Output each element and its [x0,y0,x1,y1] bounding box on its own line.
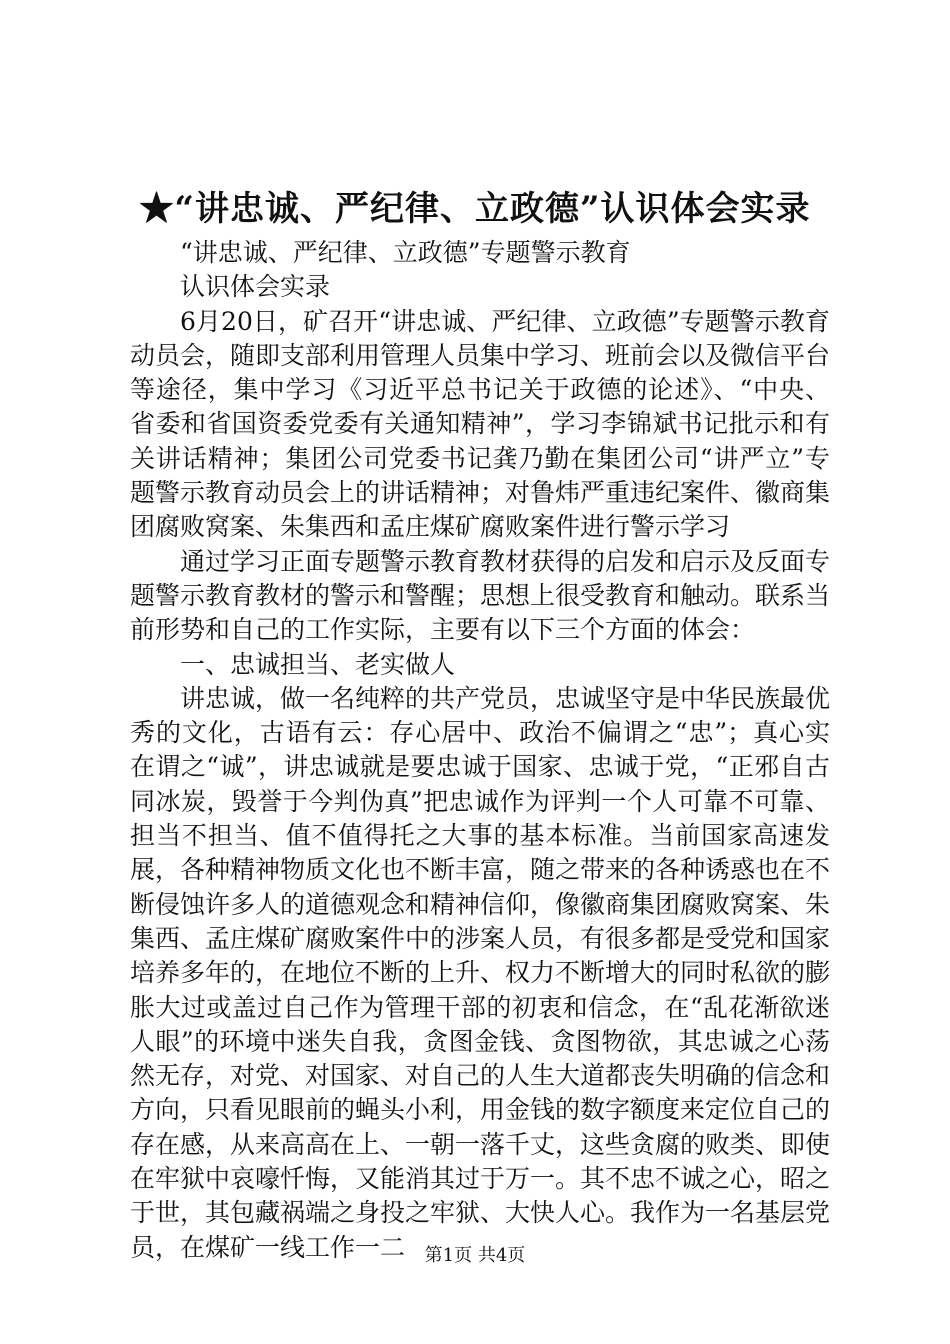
section-heading: 一、忠诚担当、老实做人 [180,649,456,679]
subtitle-line: “讲忠诚、严纪律、立政德”专题警示教育 [180,238,631,267]
body-paragraph: 讲忠诚，做一名纯粹的共产党员，忠诚坚守是中华民族最优秀的文化，古语有云：存心居中、政治不偏谓之“忠”；真心实在谓之“诚”，讲忠诚就是要忠诚于国家、忠诚于党，“正邪自古同冰炭，毁誉于今判伪真”把忠诚作为评判一个人可靠不可靠、担当不担当、值不值得托之大事的基本标准。当前国家高速发展，各种精神物质文化也不断丰富，随之带来的各种诱惑也在不断侵蚀许多人的道德观念和精神信仰，像徽商集团腐败窝案、朱集西、孟庄煤矿腐败案件中的涉案人员，有很多都是受党和国家培养多年的，在地位不断的上升、权力不断增大的同时私欲的膨胀大过或盖过自己作为管理干部的初衷和信念，在“乱花渐欲迷人眼”的环境中迷失自我，贪图金钱、贪图物欲，其忠诚之心荡然无存，对党、对国家、对自己的人生大道都丧失明确的信念和方向，只看见眼前的蝇头小利，用金钱的数字额度来定位自己的存在感，从来高高在上、一朝一落千丈，这些贪腐的败类、即使在牢狱中哀嚎忏悔，又能消其过于万一。其不忠不诚之心，昭之于世，其包藏祸端之身投之牢狱、大快人心。我作为一名基层党员，在煤矿一线工作一二 [130,683,831,1262]
document-title: ★“讲忠诚、严纪律、立政德”认识体会实录 [139,189,811,229]
subtitle-line: 认识体会实录 [180,272,331,302]
document-body [130,236,830,1265]
body-paragraph: 通过学习正面专题警示教育教材获得的启发和启示及反面专题警示教育教材的警示和警醒；思想上很受教育和触动。联系当前形势和自己的工作实际，主要有以下三个方面的体会： [130,546,831,645]
body-paragraph: 6月20日，矿召开“讲忠诚、严纪律、立政德”专题警示教育动员会，随即支部利用管理人员集中学习、班前会以及微信平台等途径，集中学习《习近平总书记关于政德的论述》、“中央、省委和省国资委党委有关通知精神”，学习李锦斌书记批示和有关讲话精神；集团公司党委书记龚乃勤在集团公司“讲严立”专题警示教育动员会上的讲话精神；对鲁炜严重违纪案件、徽商集团腐败窝案、朱集西和孟庄煤矿腐败案件进行警示学习 [130,306,831,542]
page-footer: 第1页 共4页 [424,1245,526,1266]
